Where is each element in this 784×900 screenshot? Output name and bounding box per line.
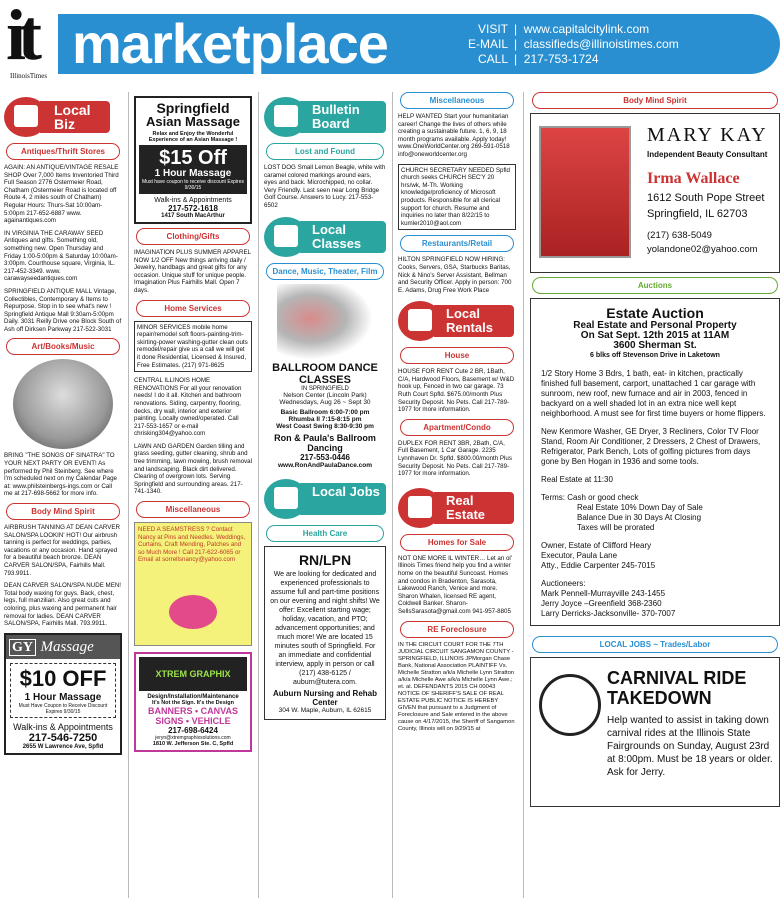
- category-body-mind-spirit: Body Mind Spirit: [532, 92, 778, 109]
- mary-kay-ad[interactable]: MARY KAY Independent Beauty Consultant Irma Wallace 1612 South Pope Street Springfield, IL 62703 (217) 638-5049 yolandone02@yahoo.com: [530, 113, 780, 273]
- header-banner: [58, 14, 780, 74]
- category-lost-found: Lost and Found: [266, 143, 384, 160]
- seamstress-ad[interactable]: NEED A SEAMSTRESS ? Contact Nancy at Pins and Needles. Weddings, Curtains, Craft Mending, Patches and so Much More ! Call 217-622-6065 or Email at sorrellsnancy@yahoo.com: [134, 522, 252, 646]
- category-apartment-condo: Apartment/Condo: [400, 419, 514, 436]
- column-5: [530, 92, 780, 898]
- category-homes-for-sale: Homes for Sale: [400, 534, 514, 551]
- listing-item: SPRINGFIELD ANTIQUE MALL Vintage, Collectibles, Contemporary & Items to Repurpose. Stop in to see what's new ! Springfield Antique Mall 9:30am-5:00pm Daily. 3031 Reilly Drive one Block South of Ash off Dirksen Parkway 217-522-3031: [4, 287, 122, 333]
- column-4: [398, 92, 516, 898]
- consultant-photo: [539, 126, 631, 258]
- category-body-mind-spirit: Body Mind Spirit: [6, 503, 120, 520]
- phone-number: 217-753-1724: [523, 52, 599, 66]
- category-home-services: Home Services: [136, 300, 250, 317]
- ferris-wheel-icon: [539, 674, 601, 736]
- listing-item: HILTON SPRINGFIELD NOW HIRING: Cooks, Servers, GSA, Starbucks Baritas, Nick & Nino's Server Assistant, Bellman and Security Officer. Apply in person: 700 E. Adams, Drug Free Work Place: [398, 256, 512, 294]
- listing-item: HOUSE FOR RENT Cute 2 BR, 1Bath, C/A, Hardwood Floors, Basement w/ W&D hook up, Fenced in two car garage. 73 Ruth Court Spfld. $675.00/month Plus Security Deposit. No Pets. Call 217-789-1977 for more information.: [398, 368, 515, 414]
- category-miscellaneous: Miscellaneous: [400, 92, 514, 109]
- visit-link[interactable]: www.capitalcitylink.com: [523, 22, 650, 36]
- page-title: marketplace: [72, 12, 388, 75]
- listing-item: HELP WANTED Start your humanitarian career! Change the lives of others while creating a sustainable future. 1, 6, 9, 18 month programs available. Apply today! www.OneWorldCenter.org 269-591-0518 info@oneworldcenter.org: [398, 113, 510, 158]
- listing-item: CENTRAL ILLINOIS HOME RENOVATIONS For all your renovation needs! I do it all. Kitchen and bathroom renovations. Siding, carpentry, flooring, decks, dry wall, interior and exterior painting. Locally owned/operated. Call 217-553-1657 or e-mail chrisking304@yahoo.com: [134, 377, 242, 438]
- category-local-jobs-trades: LOCAL JOBS ~ Trades/Labor: [532, 636, 778, 653]
- column-1: [4, 92, 122, 898]
- category-dance-music: Dance, Music, Theater, Film: [266, 263, 384, 280]
- category-house: House: [400, 347, 514, 364]
- shopping-cart-icon: [4, 97, 48, 137]
- local-rentals-section-header: Local Rentals: [398, 299, 516, 343]
- rn-lpn-ad[interactable]: RN/LPN We are looking for dedicated and experienced professionals to assume full and part-time positions on our evening and night shifts! We offer: Excellent starting wage; holiday, vacation, and PTO; advancement opportunities; and much more! We are located 15 minutes south of Springfield. For an immediate and confidential interview, apply in person or call (217) 438-6125 / auburn@tutera.com. Auburn Nursing and Rehab Center 304 W. Maple, Auburn, IL 62615: [264, 546, 386, 720]
- estate-auction-ad[interactable]: Estate Auction Real Estate and Personal Property On Sat Sept. 12th 2015 at 11AM 3600 Sherman St. 6 blks off Stevenson Drive in Laketown 1/2 Story Home 3 Bdrs, 1 bath, eat- in kitchen, practically finished full basement, carport, unattached 1 car garage with sunroom, new roof, new furnace and air in 2003, fenced in backyard on a well shaded lot in an extra nice well kept neighborhood. A must see for first time buyers or home flippers. New Kenmore Washer, GE Dryer, 3 Recliners, Color TV Floor Stand, Room Air Conditioner, 2 Dressers, 2 Chest of Drawers, Refrigerator, Park Bench, Lots of golfing pictures from days gone by Ben Hogan in 1936 and some tools. Real Estate at 11:30 Terms: Cash or good check Real Estate 10% Down Day of Sale Balance Due in 30 Days At Closing Taxes will be prorated Owner, Estate of Clifford Heary Executor, Paula Lane Atty., Eddie Carpenter 245-7015 Auctioneers: Mark Pennell-Murrayville 243-1455 Jerry Joyce –Greenfield 368-2360 Larry Derricks-Jacksonville- 370-7007: [530, 298, 780, 626]
- graduation-cap-icon: [264, 217, 308, 257]
- local-classes-section-header: Local Classes: [264, 215, 386, 259]
- ballroom-dance-ad[interactable]: BALLROOM DANCE CLASSES IN SPRINGFIELD Nelson Center (Lincoln Park) Wednesdays, Aug 26 ~ Sept 30 Basic Ballroom 6:00-7:00 pm Rhumba II 7:15-8:15 pm West Coast Swing 8:30-9:30 pm Ron & Paula's Ballroom Dancing 217-553-0446 www.RonAndPaulaDance.com: [264, 284, 386, 469]
- asian-massage-ad[interactable]: Springfield Asian Massage Relax and Enjoy the Wonderful Experience of an Asian Massage ! $15 Off 1 Hour Massage Must have coupon to receive discount Expires 9/30/15 Walk-ins & Appointments 217-572-1618 1417 South MacArthur: [134, 96, 252, 224]
- pincushion-icon: [169, 595, 217, 629]
- building-icon: [398, 301, 442, 341]
- listing-item: BRING "THE SONGS OF SINATRA" TO YOUR NEXT PARTY OR EVENT! As performed by Phil Steinberg. See where I'm scheduled next on my Calendar Page at: www.philsteinbergs-ings.com or Call me at 217-698-5662 for more info.: [4, 452, 117, 498]
- listing-item: CHURCH SECRETARY NEEDED Spfld church seeks CHURCH SEC'Y 20 hrs/wk, M-Th. Working knowledge/proficiency of Microsoft products. Responsible for all clerical support for church. Resume and inquiries no later than 8/22/15 to kumler2010@aol.com: [398, 164, 516, 231]
- megaphone-icon: [264, 97, 308, 137]
- contact-info: VISIT | www.capitalcitylink.com E-MAIL | classifieds@illinoistimes.com CALL | 217-753-1724: [467, 22, 679, 66]
- xtrem-graphix-ad[interactable]: XTREM GRAPHIX Design/Installation/Maintenance It's Not the Sign. It's the Design BANNERS • CANVAS SIGNS • VEHICLE 217-698-6424 jeryn@xtremgraphixsolutions.com 1810 W. Jefferson Ste. C, Spfld: [134, 652, 252, 752]
- listing-item: DUPLEX FOR RENT 3BR, 2Bath, C/A, Full Basement, 1 Car Garage. 2235 Lynnhaven Dr. Spfld. $800.00/month Plus Security Deposit. No Pets. Call 217-789-1977 for more information.: [398, 439, 512, 478]
- category-clothing-gifts: Clothing/Gifts: [136, 228, 250, 245]
- listing-item: IN VIRGINIA THE CARAWAY SEED Antiques and gifts. Something old, something new. Open Thursday and Friday 1:00-5:00pm & Saturday 10:00am-3:00pm. Courthouse square, Virginia, IL. 217-452-3349. www. carawayseedantiques.com: [4, 229, 118, 283]
- listing-item: DEAN CARVER SALON/SPA NUDE MEN! Total body waxing for guys. Back, chest, legs, full manzilian. Also great cuts and coloring, plus waxing and permanent hair removal for ladies. DEAN CARVER SALON/SPA, Fairhills Mall. 793.9911.: [4, 582, 122, 628]
- category-miscellaneous: Miscellaneous: [136, 501, 250, 518]
- house-icon: [398, 488, 442, 528]
- local-biz-section-header: Local Biz: [4, 95, 122, 139]
- listing-item: IN THE CIRCUIT COURT FOR THE 7TH JUDICIAL CIRCUIT SANGAMON COUNTY - SPRINGFIELD, ILLINOIS JPMorgan Chase Bank, National Association PLAINTIFF Vs. Michelle Stratton a/k/a Michelle Lynn Stratton a/k/a Michelle Awe a/k/a Michelle Lynn Awe.; et. al. DEFENDANTS 2015 CH 00043 NOTICE OF SHERIFF'S SALE OF REAL ESTATE PUBLIC NOTICE IS HEREBY GIVEN that pursuant to a Judgment of Foreclosure and Sale entered in the above cause on 4/17/2015, the Sheriff of Sangamon County, Illinois will on 9/29/15 at: [398, 641, 515, 732]
- listing-item: AIRBRUSH TANNING AT DEAN CARVER SALON/SPA LOOKIN' HOT! Our airbrush tanning is perfect for weddings, parties, vacations or any occasion. Hand sprayed for a beautiful beach bronze. DEAN CARVER SALON/SPA, Fairhills Mall. 793.9911.: [4, 524, 120, 577]
- briefcase-icon: [264, 479, 308, 519]
- email-link[interactable]: classifieds@illinoistimes.com: [523, 37, 679, 51]
- gy-massage-ad[interactable]: GY Massage $10 OFF 1 Hour Massage Must Have Coupon to Receive Discount Expires 9/30/15 Walk-ins & Appointments 217-546-7250 2655 W Lawrence Ave, Spfld: [4, 633, 122, 755]
- category-antiques: Antiques/Thrift Stores: [6, 143, 120, 160]
- column-2: [134, 92, 252, 898]
- bulletin-board-section-header: Bulletin Board: [264, 95, 386, 139]
- illinois-times-logo[interactable]: it IllinoisTimes: [4, 2, 62, 80]
- dancers-photo: [277, 284, 373, 360]
- listing-item: MINOR SERVICES mobile home repair/remodel soft floors-painting-trim-skirting-power washing-gutter clean outs remodel/repair give us a call we will get it done Residential, Licensed & Insured, Free Estimates. (217) 971-8625: [134, 321, 252, 373]
- category-restaurants-retail: Restaurants/Retail: [400, 235, 514, 252]
- listing-item: IMAGINATION PLUS SUMMER APPAREL NOW 1/2 OFF New things arriving daily / Jewelry, handbags and great gifts for any occasion. Unique stuff for unique people. Imagination Plus Fairhills Mall. Open 7 days.: [134, 249, 251, 294]
- category-auctions: Auctions: [532, 277, 778, 294]
- header: [0, 0, 784, 82]
- sinatra-singer-image: [13, 359, 113, 449]
- listing-item: LAWN AND GARDEN Garden tilling and grass seeding, gutter cleaning, shrub and tree trimming, lawn mowing, brush removal and landscaping. Black dirt delivered. Clearing of overgrown lots. Serving Springfield and surrounding areas. 217-741-1340.: [134, 442, 252, 496]
- column-3: [264, 92, 386, 898]
- listing-item: LOST DOG Small Lemon Beagle, white with caramel colored markings around ears, eyes and back. Microchipped, no collar. Very Friendly. Last seen near Long Bridge Golf Course. Answers to Lucy. 217-553-6502: [264, 164, 386, 209]
- carnival-ride-ad[interactable]: CARNIVAL RIDE TAKEDOWN Help wanted to assist in taking down carnival rides at the Illinois State Fairgrounds on Sunday, August 23rd at 8:00pm. Must be 18 years or older. Ask for Jerry.: [530, 657, 780, 807]
- listing-item: AGAIN: AN ANTIQUE/VINTAGE RESALE SHOP Over 7,000 Items Inventoried Third Full Season 2776 Ostermeier Road, Chatham (Ostermeier Road is located off Route 4, 2 miles south of Chatham) Regular Hours: Thurs-Sat 10:00am-5:00pm 217-652-6887 www. againantiques.com: [4, 164, 119, 225]
- category-re-foreclosure: RE Foreclosure: [400, 621, 514, 638]
- category-art-books-music: Art/Books/Music: [6, 338, 120, 355]
- listing-item: NOT ONE MORE IL WINTER… Let an ol' Illinois Times friend help you find a winter home on the beautiful Suncoast. Homes and condos in Bradenton, Sarasota, Lakewood Ranch, Venice and more. Sharon Whalen, licensed RE agent, Coldwell Banker. Sharon-SellsSarasota@gmail.com 941-957-8805: [398, 554, 512, 615]
- category-health-care: Health Care: [266, 525, 384, 542]
- local-jobs-section-header: Local Jobs: [264, 477, 386, 521]
- real-estate-section-header: Real Estate: [398, 486, 516, 530]
